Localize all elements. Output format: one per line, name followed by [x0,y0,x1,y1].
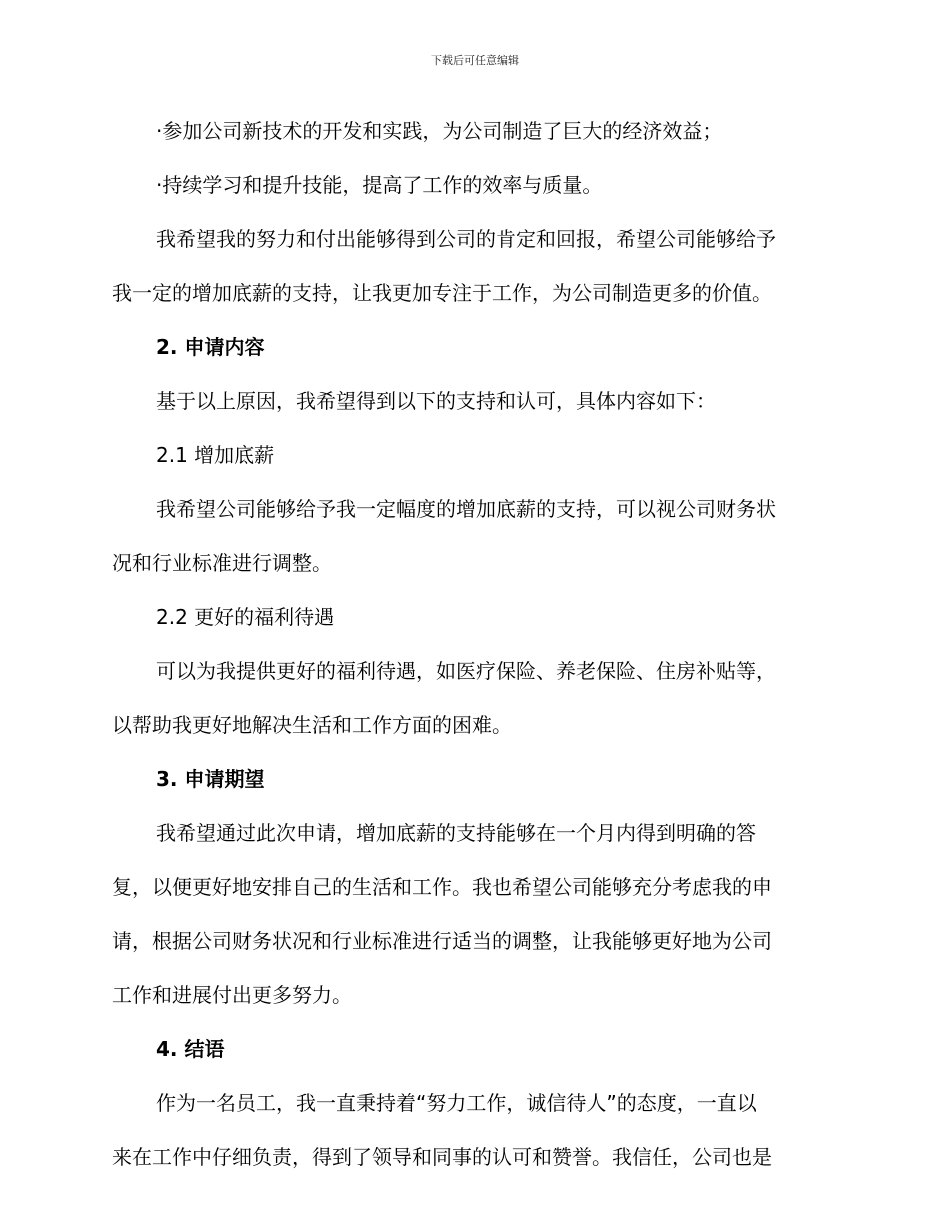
paragraph-line: 我一定的增加底薪的支持，让我更加专注于工作，为公司制造更多的价值。 [112,281,772,305]
subsection-heading-2-2: 2.2 更好的福利待遇 [156,605,335,629]
list-item-bullet-2: ·持续学习和提升技能，提高了工作的效率与质量。 [156,173,603,197]
section-heading-3: 3. 申请期望 [156,767,265,791]
section-heading-4: 4. 结语 [156,1037,225,1061]
paragraph-line: 可以为我提供更好的福利待遇，如医疗保险、养老保险、住房补贴等， [156,659,776,683]
paragraph-line: 我希望公司能够给予我一定幅度的增加底薪的支持，可以视公司财务状 [156,497,776,521]
document-body [112,112,834,1192]
section-heading-2: 2. 申请内容 [156,335,265,359]
subsection-heading-2-1: 2.1 增加底薪 [156,443,275,467]
paragraph-line: 来在工作中仔细负责，得到了领导和同事的认可和赞誉。我信任，公司也是 [112,1145,772,1169]
paragraph-line: 我希望通过此次申请，增加底薪的支持能够在一个月内得到明确的答 [156,821,756,845]
paragraph-line: 基于以上原因，我希望得到以下的支持和认可，具体内容如下： [156,389,716,413]
page-header: 下载后可任意编辑 [431,54,519,67]
paragraph-line: 请，根据公司财务状况和行业标准进行适当的调整，让我能够更好地为公司 [112,929,772,953]
paragraph-line: 以帮助我更好地解决生活和工作方面的困难。 [112,713,512,737]
paragraph-line: 我希望我的努力和付出能够得到公司的肯定和回报，希望公司能够给予 [156,227,776,251]
paragraph-line: 复，以便更好地安排自己的生活和工作。我也希望公司能够充分考虑我的申 [112,875,772,899]
paragraph-line: 工作和进展付出更多努力。 [112,983,352,1007]
list-item-bullet-1: ·参加公司新技术的开发和实践，为公司制造了巨大的经济效益； [156,119,723,143]
paragraph-line: 作为一名员工，我一直秉持着“努力工作，诚信待人”的态度，一直以 [156,1091,757,1115]
paragraph-line: 况和行业标准进行调整。 [112,551,332,575]
